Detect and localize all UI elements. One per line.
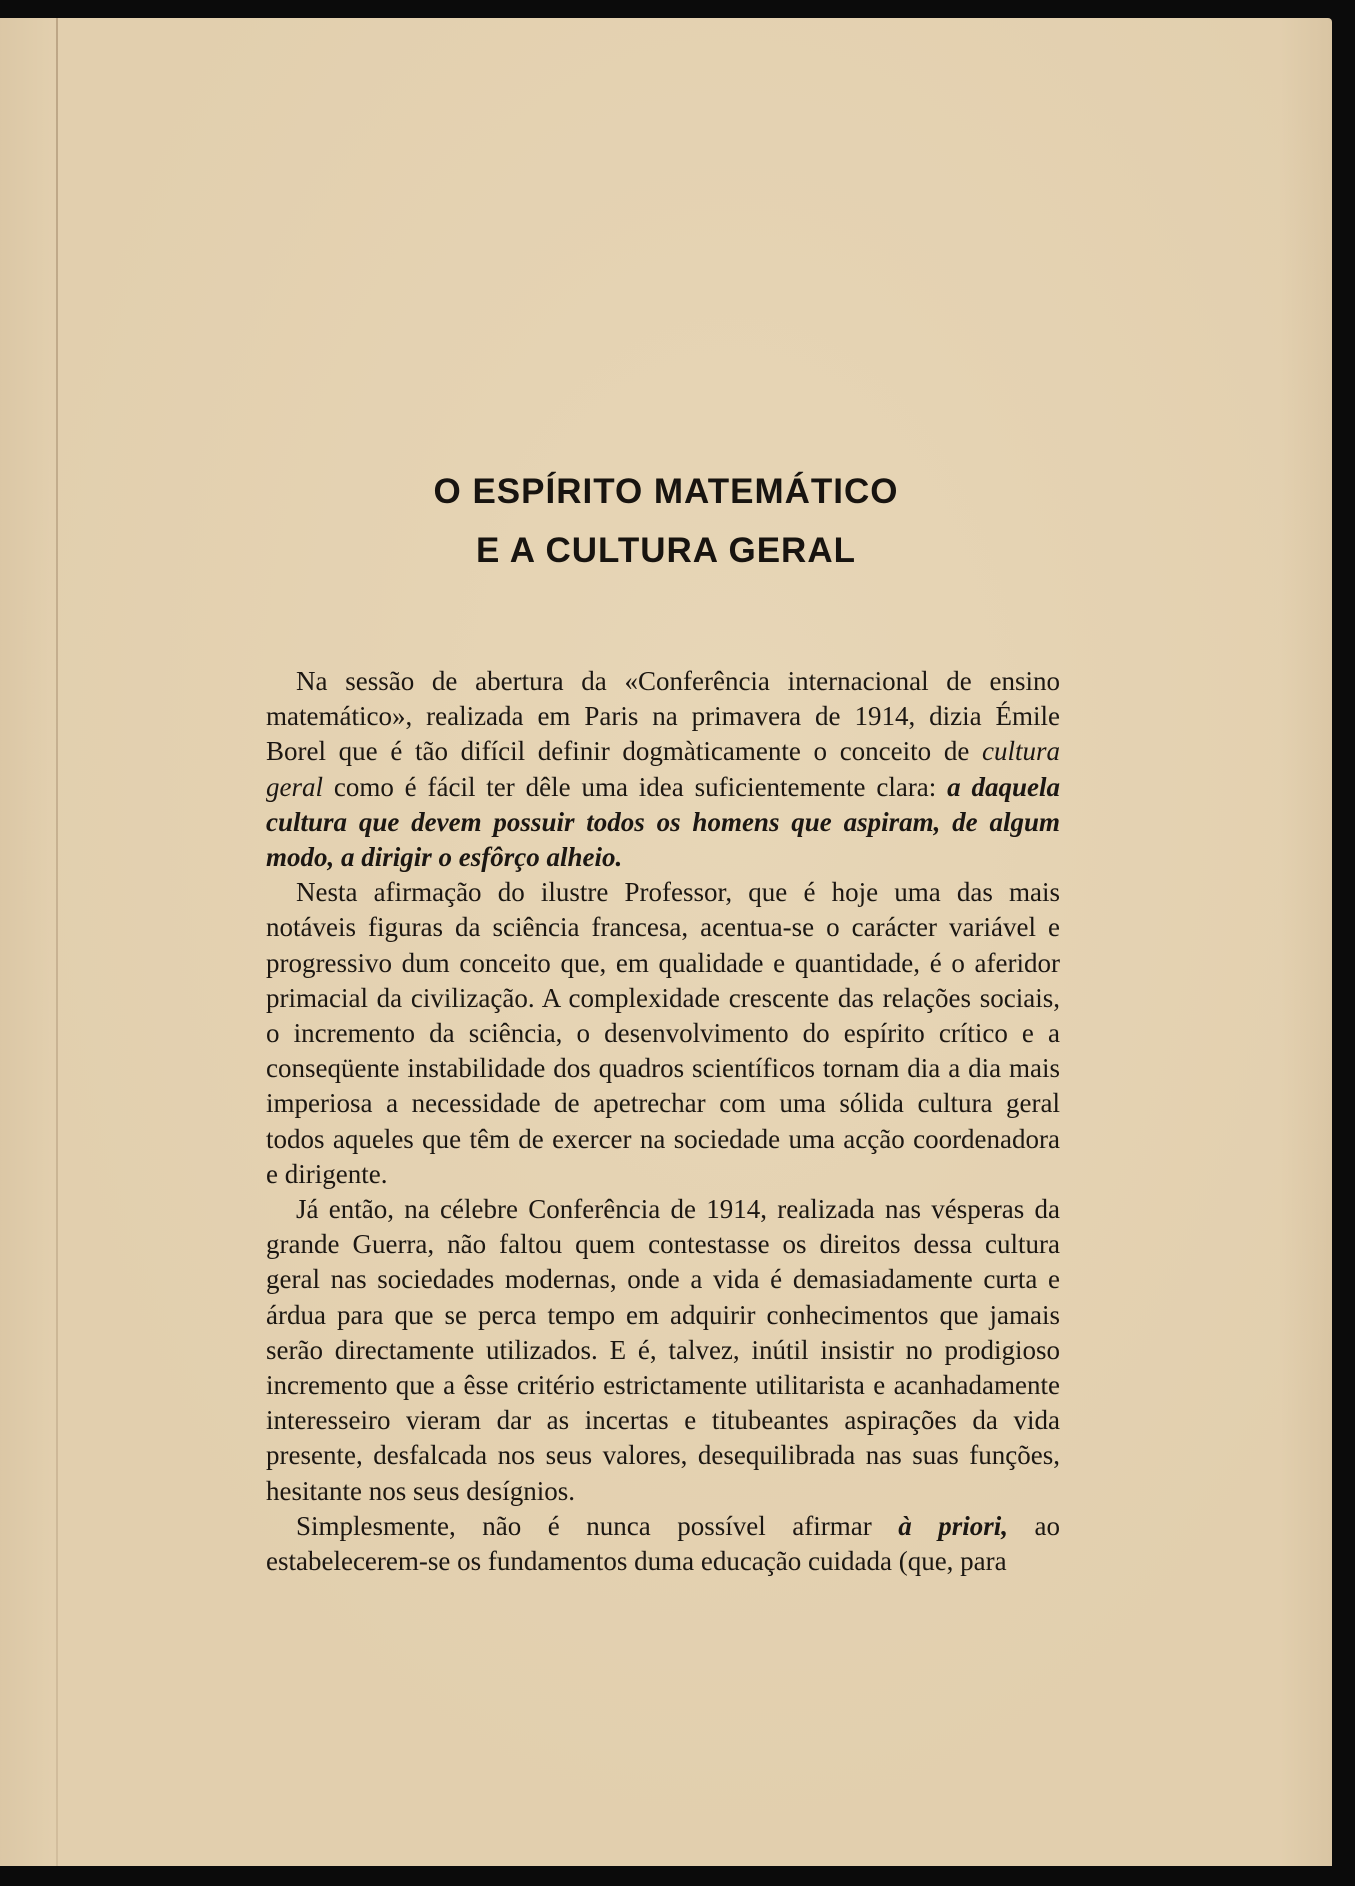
article-title-line-1: O ESPÍRITO MATEMÁTICO — [433, 472, 899, 511]
paragraph-2: Nesta afirmação do ilustre Professor, que é hoje uma das mais notáveis figuras da sciência francesa, acentua-se o carácter variável e progressivo dum conceito que, em qualidade e quantidade, é o aferidor primacial da civilização. A complexidade crescente das relações sociais, o incremento da sciência, o desenvolvimento do espírito crítico e a conseqüente instabilidade dos quadros scientíficos tornam dia a dia mais imperiosa a necessidade de apetrechar com uma sólida cultura geral todos aqueles que têm de exercer na sociedade uma acção coordenadora e dirigente. — [266, 877, 1060, 1189]
paragraph-1-italic-term: cultura geral — [266, 736, 1060, 802]
paragraph-4-text-c: ao estabelecerem-se os fundamentos duma educação cuidada (que, para — [266, 1510, 1060, 1577]
paragraph-1-text-a: Na sessão de abertura da «Conferência internacional de ensino matemático», realizada em Paris na primavera de 1914, dizia Émile Borel que é tão difícil definir dogmàticamente o conceito de — [266, 666, 1060, 767]
binding-fold — [56, 18, 58, 1866]
paragraph-1 — [266, 664, 1060, 875]
paragraph-4 — [266, 1509, 1060, 1579]
paragraph-4-text-a: Simplesmente, não é nunca possível afirmar — [296, 1510, 899, 1541]
paragraph-1-text-c: como é fácil ter dêle uma idea suficientemente clara: — [323, 771, 948, 802]
paragraph-3: Já então, na célebre Conferência de 1914, realizada nas vésperas da grande Guerra, não faltou quem contestasse os direitos dessa cultura geral nas sociedades modernas, onde a vida é demasiadamente curta e árdua para que se perca tempo em adquirir conhecimentos que jamais serão directamente utilizados. E é, talvez, inútil insistir no prodigioso incremento que a êsse critério estrictamente utilitarista e acanhadamente interesseiro vieram dar as incertas e titubeantes aspirações da vida presente, desfalcada nos seus valores, desequilibrada nas suas funções, hesitante nos seus desígnios. — [266, 1194, 1060, 1506]
paragraph-4-italic-term: à priori, — [898, 1510, 1008, 1541]
article-title-line-2: E A CULTURA GERAL — [476, 531, 856, 570]
paragraph-1-italic-quote: a daquela cultura que devem possuir todos os homens que aspiram, de algum modo, a dirigir o esfôrço alheio. — [266, 771, 1060, 873]
article-body — [266, 664, 1060, 1579]
